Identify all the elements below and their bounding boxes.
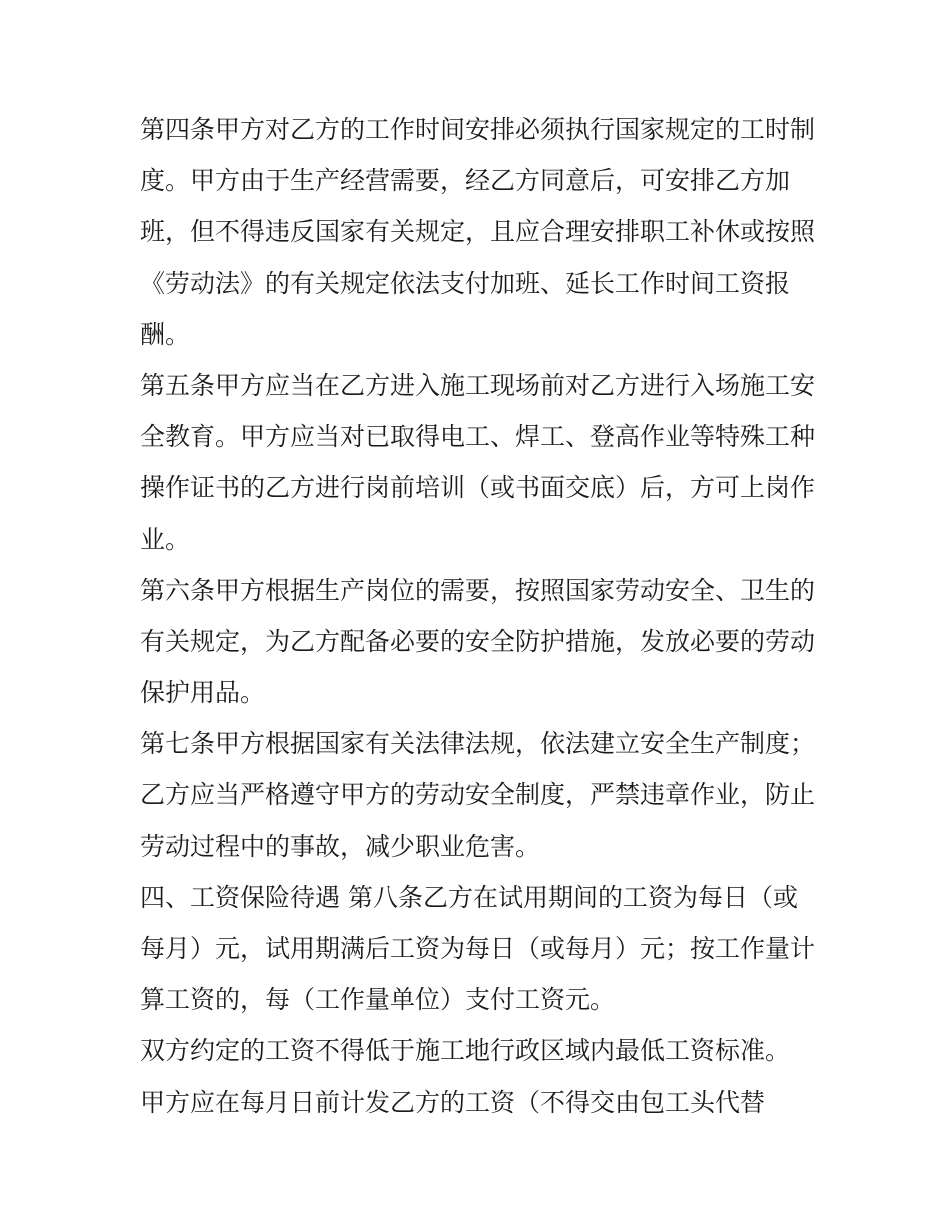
paragraph-pay-date <box>140 1077 820 1128</box>
text-line: 第四条甲方对乙方的工作时间安排必须执行国家规定的工时制 <box>140 115 816 144</box>
paragraph-article-7 <box>140 718 820 872</box>
text-line: 四、工资保险待遇 第八条乙方在试用期间的工资为每日（或 <box>140 882 798 912</box>
text-line: 第五条甲方应当在乙方进入施工现场前对乙方进行入场施工安 <box>140 370 816 400</box>
text-line: 度。甲方由于生产经营需要，经乙方同意后，可安排乙方加 <box>140 166 791 196</box>
text-line: 《劳动法》的有关规定依法支付加班、延长工作时间工资报 <box>140 268 791 298</box>
paragraph-article-5 <box>140 360 820 565</box>
text-line: 操作证书的乙方进行岗前培训（或书面交底）后，方可上岗作 <box>140 473 816 503</box>
paragraph-article-6 <box>140 565 820 719</box>
text-line: 甲方应在每月日前计发乙方的工资（不得交由包工头代替 <box>140 1087 766 1117</box>
document-body <box>140 104 820 1128</box>
paragraph-section-4-article-8 <box>140 872 820 1026</box>
text-line: 保护用品。 <box>140 678 266 708</box>
text-line: 第六条甲方根据生产岗位的需要，按照国家劳动安全、卫生的 <box>140 575 816 605</box>
text-line: 第七条甲方根据国家有关法律法规，依法建立安全生产制度； <box>140 729 816 759</box>
text-line: 有关规定，为乙方配备必要的安全防护措施，发放必要的劳动 <box>140 626 816 656</box>
paragraph-min-wage <box>140 1025 820 1076</box>
text-line: 业。 <box>140 524 191 554</box>
text-line: 酬。 <box>140 319 191 349</box>
text-line: 算工资的，每（工作量单位）支付工资元。 <box>140 985 616 1015</box>
paragraph-article-4 <box>140 104 820 360</box>
text-line: 全教育。甲方应当对已取得电工、焊工、登高作业等特殊工种 <box>140 422 816 452</box>
text-line: 每月）元，试用期满后工资为每日（或每月）元；按工作量计 <box>140 934 816 963</box>
text-line: 双方约定的工资不得低于施工地行政区域内最低工资标准。 <box>140 1036 791 1066</box>
text-line: 乙方应当严格遵守甲方的劳动安全制度，严禁违章作业，防止 <box>140 780 816 810</box>
text-line: 劳动过程中的事故，减少职业危害。 <box>140 831 541 861</box>
text-line: 班，但不得违反国家有关规定，且应合理安排职工补休或按照 <box>140 217 816 247</box>
